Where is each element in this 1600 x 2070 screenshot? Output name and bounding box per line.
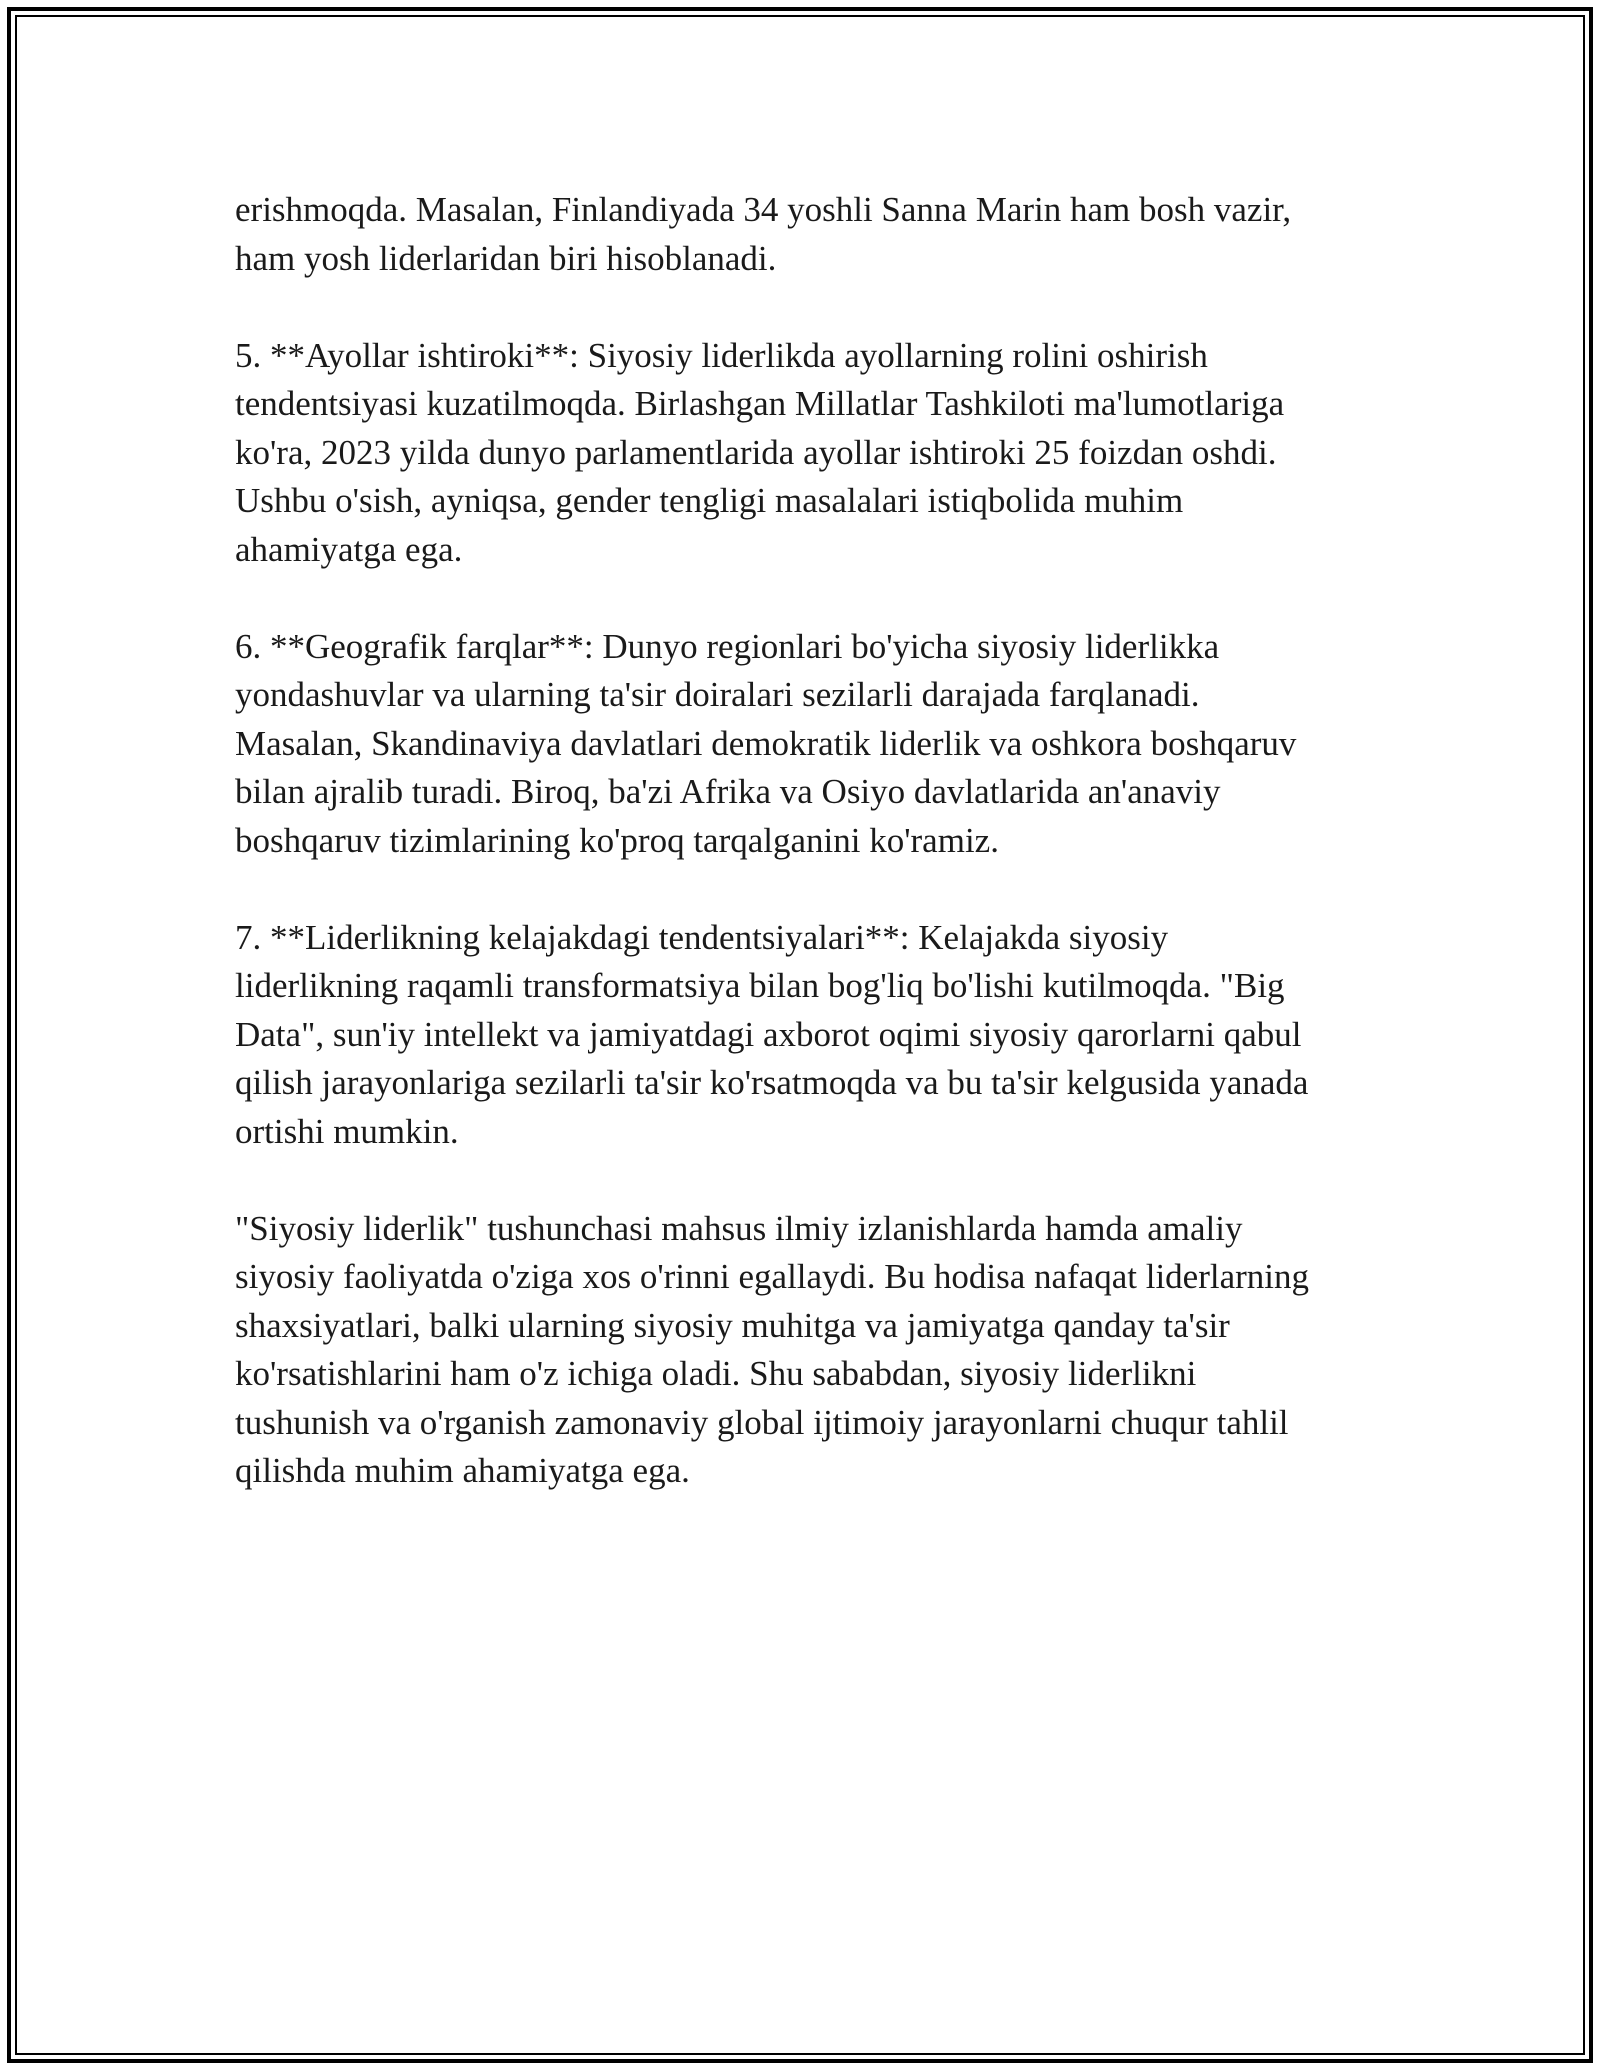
text-line: 7. **Liderlikning kelajakdagi tendentsiyalari**: Kelajakda siyosiy <box>235 917 1169 957</box>
paragraph-intro-continuation <box>235 186 1375 283</box>
text-line: tendentsiyasi kuzatilmoqda. Birlashgan Millatlar Tashkiloti ma'lumotlariga <box>235 384 1285 423</box>
text-line: liderlikning raqamli transformatsiya bilan bog'liq bo'lishi kutilmoqda. "Big <box>235 966 1285 1005</box>
text-line: ko'rsatishlarini ham o'z ichiga oladi. Shu sababdan, siyosiy liderlikni <box>235 1354 1197 1393</box>
text-line: boshqaruv tizimlarining ko'proq tarqalganini ko'ramiz. <box>235 820 999 860</box>
text-line: ham yosh liderlaridan biri hisoblanadi. <box>235 238 777 278</box>
text-line: ortishi mumkin. <box>235 1111 459 1151</box>
text-line: ahamiyatga ega. <box>235 529 463 569</box>
document-body <box>235 186 1375 1544</box>
text-line: qilish jarayonlariga sezilarli ta'sir ko'rsatmoqda va bu ta'sir kelgusida yanada <box>235 1063 1309 1102</box>
paragraph-women-participation <box>235 332 1375 575</box>
text-line: Data", sun'iy intellekt va jamiyatdagi axborot oqimi siyosiy qarorlarni qabul <box>235 1014 1302 1054</box>
text-line: qilishda muhim ahamiyatga ega. <box>235 1451 690 1490</box>
paragraph-conclusion <box>235 1205 1375 1496</box>
text-line: Ushbu o'sish, ayniqsa, gender tengligi masalalari istiqbolida muhim <box>235 481 1184 520</box>
text-line: "Siyosiy liderlik" tushunchasi mahsus ilmiy izlanishlarda hamda amaliy <box>235 1208 1243 1248</box>
paragraph-geographic-differences <box>235 623 1375 866</box>
text-line: shaxsiyatlari, balki ularning siyosiy muhitga va jamiyatga qanday ta'sir <box>235 1305 1230 1345</box>
text-line: bilan ajralib turadi. Biroq, ba'zi Afrika va Osiyo davlatlarida an'anaviy <box>235 772 1221 811</box>
text-line: ko'ra, 2023 yilda dunyo parlamentlarida ayollar ishtiroki 25 foizdan oshdi. <box>235 432 1277 472</box>
paragraph-future-trends <box>235 914 1375 1157</box>
text-line: 6. **Geografik farqlar**: Dunyo regionlari bo'yicha siyosiy liderlikka <box>235 626 1220 666</box>
text-line: yondashuvlar va ularning ta'sir doiralari sezilarli darajada farqlanadi. <box>235 675 1200 714</box>
text-line: 5. **Ayollar ishtiroki**: Siyosiy liderlikda ayollarning rolini oshirish <box>235 335 1208 375</box>
text-line: Masalan, Skandinaviya davlatlari demokratik liderlik va oshkora boshqaruv <box>235 723 1297 763</box>
text-line: tushunish va o'rganish zamonaviy global ijtimoiy jarayonlarni chuqur tahlil <box>235 1402 1289 1442</box>
text-line: erishmoqda. Masalan, Finlandiyada 34 yoshli Sanna Marin ham bosh vazir, <box>235 190 1292 229</box>
text-line: siyosiy faoliyatda o'ziga xos o'rinni egallaydi. Bu hodisa nafaqat liderlarning <box>235 1257 1310 1296</box>
